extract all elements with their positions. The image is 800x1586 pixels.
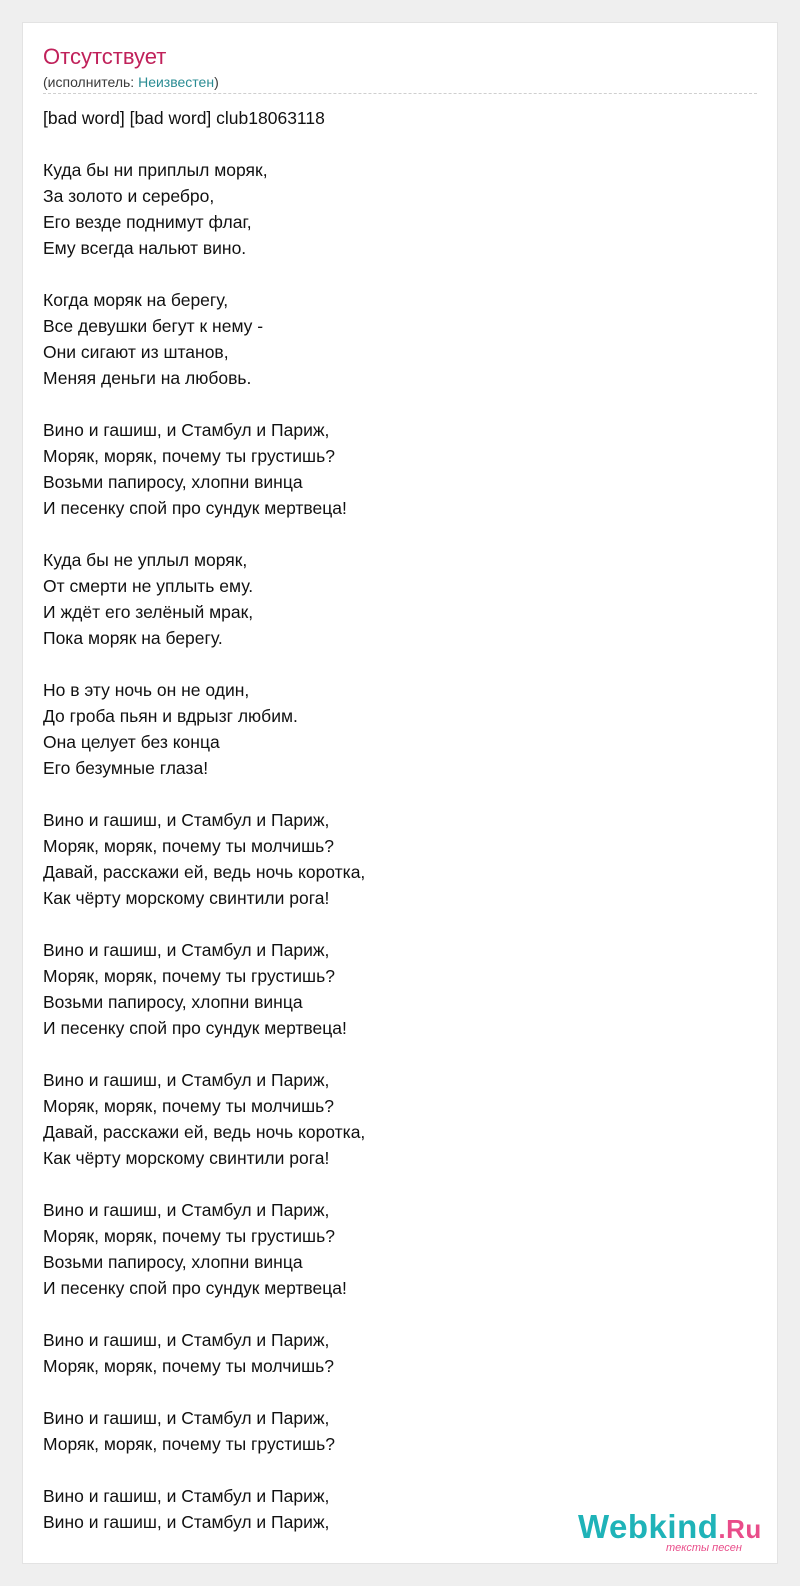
- lyric-line: Вино и гашиш, и Стамбул и Париж,: [43, 1330, 330, 1350]
- stanza: [43, 417, 743, 521]
- lyric-line: Моряк, моряк, почему ты грустишь?: [43, 1434, 335, 1454]
- lyric-line: Вино и гашиш, и Стамбул и Париж,: [43, 810, 330, 830]
- stanza: [43, 1405, 743, 1457]
- lyric-line: Пока моряк на берегу.: [43, 628, 223, 648]
- lyric-line: Вино и гашиш, и Стамбул и Париж,: [43, 1408, 330, 1428]
- lyric-line: И песенку спой про сундук мертвеца!: [43, 498, 347, 518]
- artist-line: [43, 73, 219, 91]
- lyric-line: Давай, расскажи ей, ведь ночь коротка,: [43, 1122, 366, 1142]
- lyric-line: Моряк, моряк, почему ты молчишь?: [43, 1356, 335, 1376]
- lyric-line: Возьми папиросу, хлопни винца: [43, 472, 303, 492]
- lyric-line: Вино и гашиш, и Стамбул и Париж,: [43, 420, 330, 440]
- stanza: [43, 1197, 743, 1301]
- lyric-line: Куда бы ни приплыл моряк,: [43, 160, 268, 180]
- artist-link[interactable]: Неизвестен: [138, 74, 215, 90]
- lyric-line: И песенку спой про сундук мертвеца!: [43, 1278, 347, 1298]
- lyric-line: Возьми папиросу, хлопни винца: [43, 1252, 303, 1272]
- stanza: [43, 157, 743, 261]
- lyric-line: Его безумные глаза!: [43, 758, 209, 778]
- lyric-line: За золото и серебро,: [43, 186, 215, 206]
- lyric-line: До гроба пьян и вдрызг любим.: [43, 706, 298, 726]
- stanza: [43, 677, 743, 781]
- stanza: [43, 287, 743, 391]
- webkind-logo[interactable]: [578, 1507, 778, 1567]
- lyric-line: Давай, расскажи ей, ведь ночь коротка,: [43, 862, 366, 882]
- lyric-line: И ждёт его зелёный мрак,: [43, 602, 254, 622]
- logo-domain-text: .Ru: [718, 1514, 762, 1544]
- song-title: Отсутствует: [43, 44, 167, 69]
- stanza: [43, 937, 743, 1041]
- lyric-line: Она целует без конца: [43, 732, 220, 752]
- lyric-line: Моряк, моряк, почему ты грустишь?: [43, 966, 335, 986]
- lyric-line: Моряк, моряк, почему ты молчишь?: [43, 1096, 335, 1116]
- lyrics-card: [22, 22, 778, 1564]
- lyric-line: Моряк, моряк, почему ты грустишь?: [43, 446, 335, 466]
- stanza: [43, 547, 743, 651]
- lyrics-text: [43, 105, 743, 1535]
- lyric-line: Они сигают из штанов,: [43, 342, 229, 362]
- stanza: [43, 1327, 743, 1379]
- logo-main-text: Webkind: [578, 1508, 719, 1545]
- logo-tagline: тексты песен: [666, 1542, 742, 1554]
- artist-suffix: ): [214, 74, 219, 90]
- stanza: [43, 807, 743, 911]
- lyric-line: Как чёрту морскому свинтили рога!: [43, 1148, 330, 1168]
- lyric-line: Моряк, моряк, почему ты молчишь?: [43, 836, 335, 856]
- lyrics-meta-line: [bad word] [bad word] club18063118: [43, 108, 325, 128]
- artist-prefix: (исполнитель:: [43, 74, 139, 90]
- stanza-list: [43, 157, 743, 1535]
- lyric-line: Моряк, моряк, почему ты грустишь?: [43, 1226, 335, 1246]
- lyric-line: Вино и гашиш, и Стамбул и Париж,: [43, 1512, 330, 1532]
- lyric-line: Его везде поднимут флаг,: [43, 212, 252, 232]
- stanza: [43, 1067, 743, 1171]
- lyric-line: Но в эту ночь он не один,: [43, 680, 250, 700]
- lyric-line: Вино и гашиш, и Стамбул и Париж,: [43, 1070, 330, 1090]
- lyric-line: Когда моряк на берегу,: [43, 290, 229, 310]
- title-divider: [43, 93, 757, 94]
- lyric-line: Ему всегда нальют вино.: [43, 238, 247, 258]
- lyric-line: Куда бы не уплыл моряк,: [43, 550, 248, 570]
- lyric-line: Вино и гашиш, и Стамбул и Париж,: [43, 1486, 330, 1506]
- lyric-line: От смерти не уплыть ему.: [43, 576, 254, 596]
- lyric-line: Меняя деньги на любовь.: [43, 368, 252, 388]
- lyric-line: Вино и гашиш, и Стамбул и Париж,: [43, 940, 330, 960]
- lyric-line: Возьми папиросу, хлопни винца: [43, 992, 303, 1012]
- lyric-line: Вино и гашиш, и Стамбул и Париж,: [43, 1200, 330, 1220]
- lyric-line: Как чёрту морскому свинтили рога!: [43, 888, 330, 908]
- lyric-line: И песенку спой про сундук мертвеца!: [43, 1018, 347, 1038]
- lyric-line: Все девушки бегут к нему -: [43, 316, 264, 336]
